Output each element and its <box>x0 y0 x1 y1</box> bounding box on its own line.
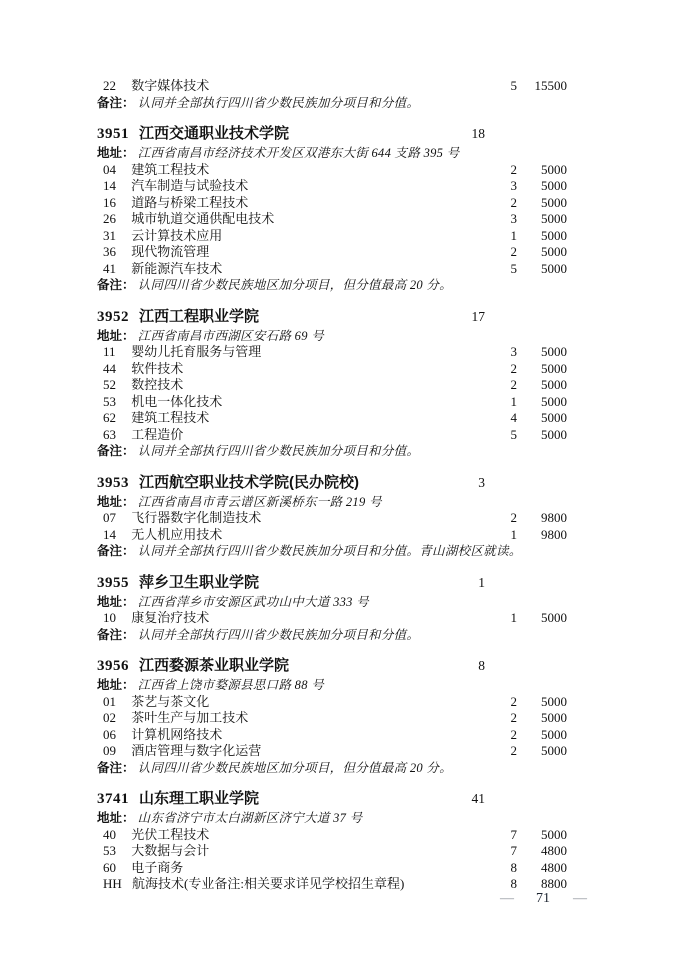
major-row <box>97 78 567 95</box>
major-name: 无人机应用技术 <box>131 526 223 542</box>
college-address-row <box>97 810 567 827</box>
major-row <box>97 743 567 760</box>
major-row <box>97 361 567 378</box>
college-total-plan-count: 3 <box>478 474 485 490</box>
major-tuition-fee: 5000 <box>541 710 567 725</box>
page-footer <box>500 891 586 907</box>
major-row-left <box>97 78 481 95</box>
major-row <box>97 410 567 427</box>
major-plan-count: 4 <box>510 410 517 425</box>
college-remark-row <box>97 627 567 644</box>
college-code: 3955 <box>97 574 129 591</box>
college-remark-row <box>97 95 567 112</box>
major-row <box>97 710 567 727</box>
address-label: 地址： <box>97 678 135 692</box>
major-name: 电子商务 <box>131 859 184 875</box>
major-plan-count: 8 <box>510 876 517 891</box>
major-plan-count: 5 <box>510 260 517 276</box>
major-plan-count: 8 <box>510 859 517 875</box>
major-name: 云计算技术应用 <box>131 227 223 243</box>
major-plan-count: 2 <box>510 194 517 210</box>
college-header-left <box>97 124 467 144</box>
college-remark-row <box>97 277 567 294</box>
major-code: 52 <box>103 377 116 392</box>
address-text: 江西省南昌市西湖区安石路 69 号 <box>137 328 324 343</box>
college-total-plan-count: 18 <box>471 126 485 141</box>
major-name: 现代物流管理 <box>131 244 210 259</box>
major-tuition-fee: 5000 <box>541 410 567 425</box>
major-name: 道路与桥梁工程技术 <box>131 194 249 210</box>
college-name: 山东理工职业学院 <box>139 790 260 807</box>
major-name: 建筑工程技术 <box>131 410 210 425</box>
major-tuition-fee: 4800 <box>541 859 567 875</box>
college-header-row <box>97 789 567 809</box>
remark-label: 备注： <box>97 760 135 775</box>
major-tuition-fee: 8800 <box>541 876 567 891</box>
major-row-left <box>97 178 481 195</box>
major-name: 建筑工程技术 <box>131 161 210 177</box>
major-tuition-fee: 9800 <box>541 510 567 525</box>
college-header-left <box>97 789 467 809</box>
college-code: 3951 <box>97 126 129 142</box>
major-row-left <box>97 727 481 744</box>
major-row-left <box>97 827 481 844</box>
major-plan-count: 1 <box>510 393 517 409</box>
admissions-plan-list <box>97 78 567 893</box>
major-tuition-fee: 5000 <box>541 227 567 243</box>
college-section <box>97 124 567 294</box>
college-address-row <box>97 594 567 611</box>
major-row-left <box>97 410 481 427</box>
majors-list <box>97 344 567 443</box>
college-address-row <box>97 328 567 345</box>
college-address-row <box>97 494 567 511</box>
major-row <box>97 610 567 627</box>
major-code: 22 <box>103 78 116 93</box>
major-code: 16 <box>103 194 116 210</box>
address-label: 地址： <box>97 494 135 509</box>
major-plan-count: 3 <box>510 344 517 359</box>
major-code: 36 <box>103 244 116 259</box>
major-plan-count: 1 <box>510 227 517 243</box>
major-row <box>97 727 567 744</box>
major-tuition-fee: 5000 <box>541 610 567 625</box>
address-text: 江西省南昌市青云谱区新溪桥东一路 219 号 <box>137 494 382 509</box>
college-name: 江西婺源茶业职业学院 <box>139 657 290 674</box>
major-name: 机电一体化技术 <box>131 393 223 409</box>
remark-text: 认同四川省少数民族地区加分项目，但分值最高 20 分。 <box>137 760 452 775</box>
major-name: 航海技术(专业备注:相关要求详见学校招生章程) <box>132 876 405 891</box>
major-name: 大数据与会计 <box>131 843 210 858</box>
college-section <box>97 656 567 776</box>
major-tuition-fee: 5000 <box>541 360 567 376</box>
major-name: 数控技术 <box>131 377 184 392</box>
major-row <box>97 261 567 278</box>
college-section <box>97 473 567 560</box>
address-label: 地址： <box>97 146 135 160</box>
major-row <box>97 860 567 877</box>
college-total-plan-count: 8 <box>478 658 485 673</box>
college-header-left <box>97 473 467 493</box>
major-tuition-fee: 5000 <box>541 826 567 842</box>
major-code: 31 <box>103 227 116 243</box>
major-code: 06 <box>103 726 116 742</box>
major-code: 09 <box>103 743 116 758</box>
major-tuition-fee: 5000 <box>541 426 567 442</box>
major-row-left <box>97 710 481 727</box>
major-row <box>97 178 567 195</box>
major-tuition-fee: 5000 <box>541 161 567 177</box>
major-plan-count: 2 <box>510 693 517 709</box>
major-row-left <box>97 195 481 212</box>
major-tuition-fee: 5000 <box>541 194 567 210</box>
major-row <box>97 394 567 411</box>
major-code: 63 <box>103 426 116 442</box>
major-plan-count: 2 <box>510 377 517 392</box>
major-row-left <box>97 211 481 228</box>
major-row <box>97 244 567 261</box>
major-name: 软件技术 <box>131 360 184 376</box>
major-code: 60 <box>103 859 116 875</box>
college-remark-row <box>97 443 567 460</box>
remark-label: 备注： <box>97 278 135 292</box>
college-code: 3956 <box>97 658 129 674</box>
college-header-row <box>97 473 567 493</box>
college-header-row <box>97 307 567 327</box>
major-row <box>97 195 567 212</box>
major-row-left <box>97 344 481 361</box>
major-row-left <box>97 527 481 544</box>
major-code: 53 <box>103 843 116 858</box>
major-row <box>97 843 567 860</box>
major-name: 工程造价 <box>131 426 184 442</box>
major-tuition-fee: 5000 <box>541 693 567 709</box>
college-code: 3953 <box>97 474 129 491</box>
major-code: 07 <box>103 510 116 525</box>
remark-label: 备注： <box>97 627 135 642</box>
major-code: 62 <box>103 410 116 425</box>
major-code: HH <box>103 876 122 891</box>
major-name: 康复治疗技术 <box>131 610 210 625</box>
major-code: 14 <box>103 526 116 542</box>
major-plan-count: 1 <box>510 610 517 625</box>
college-header-row <box>97 124 567 144</box>
majors-list <box>97 78 567 95</box>
major-tuition-fee: 9800 <box>541 526 567 542</box>
majors-list <box>97 610 567 627</box>
major-tuition-fee: 5000 <box>541 726 567 742</box>
major-plan-count: 7 <box>510 843 517 858</box>
major-row-left <box>97 510 481 527</box>
major-plan-count: 2 <box>510 161 517 177</box>
major-code: 41 <box>103 260 116 276</box>
major-code: 04 <box>103 161 116 177</box>
college-name: 江西航空职业技术学院(民办院校) <box>139 473 359 491</box>
remark-label: 备注： <box>97 95 135 110</box>
major-plan-count: 2 <box>510 510 517 525</box>
major-name: 新能源汽车技术 <box>131 260 223 276</box>
college-name: 江西工程职业学院 <box>139 307 260 325</box>
major-row-left <box>97 244 481 261</box>
major-row-left <box>97 361 481 378</box>
major-code: 53 <box>103 393 116 409</box>
college-header-row <box>97 573 567 593</box>
major-code: 11 <box>103 344 116 359</box>
college-section <box>97 307 567 460</box>
address-label: 地址： <box>97 811 135 825</box>
major-row-left <box>97 860 481 877</box>
page-footer-dash-left: — <box>500 891 513 906</box>
remark-text: 认同并全部执行四川省少数民族加分项目和分值。青山湖校区就读。 <box>137 544 522 558</box>
major-row-left <box>97 394 481 411</box>
major-row-left <box>97 261 481 278</box>
college-section <box>97 789 567 893</box>
college-total-plan-count: 17 <box>471 308 485 324</box>
address-text: 江西省南昌市经济技术开发区双港东大街 644 支路 395 号 <box>137 146 460 160</box>
major-plan-count: 7 <box>510 826 517 842</box>
major-row <box>97 510 567 527</box>
major-row-left <box>97 377 481 394</box>
major-plan-count: 2 <box>510 244 517 259</box>
major-name: 汽车制造与试验技术 <box>131 178 249 193</box>
major-code: 40 <box>103 826 116 842</box>
address-label: 地址： <box>97 594 135 609</box>
address-text: 山东省济宁市太白湖新区济宁大道 37 号 <box>137 811 363 825</box>
major-plan-count: 1 <box>510 526 517 542</box>
address-label: 地址： <box>97 328 135 343</box>
major-row-left <box>97 743 481 760</box>
major-name: 计算机网络技术 <box>131 726 223 742</box>
major-row <box>97 211 567 228</box>
college-address-row <box>97 677 567 694</box>
major-code: 10 <box>103 610 116 625</box>
major-row <box>97 694 567 711</box>
address-text: 江西省萍乡市安源区武功山中大道 333 号 <box>137 594 369 609</box>
college-address-row <box>97 145 567 162</box>
college-code: 3952 <box>97 308 129 325</box>
address-text: 江西省上饶市婺源县思口路 88 号 <box>137 678 324 692</box>
college-remark-row <box>97 543 567 560</box>
major-plan-count: 2 <box>510 726 517 742</box>
college-code: 3741 <box>97 791 129 807</box>
major-name: 数字媒体技术 <box>131 78 210 93</box>
remark-text: 认同并全部执行四川省少数民族加分项目和分值。 <box>137 444 420 458</box>
majors-list <box>97 694 567 760</box>
major-row-left <box>97 694 481 711</box>
college-header-left <box>97 656 467 676</box>
college-name: 江西交通职业技术学院 <box>139 125 290 142</box>
major-name: 光伏工程技术 <box>131 826 210 842</box>
remark-text: 认同并全部执行四川省少数民族加分项目和分值。 <box>137 95 420 110</box>
majors-list <box>97 162 567 278</box>
major-row <box>97 162 567 179</box>
major-row-left <box>97 876 481 893</box>
major-plan-count: 2 <box>510 360 517 376</box>
major-plan-count: 2 <box>510 743 517 758</box>
college-section <box>97 573 567 644</box>
major-code: 26 <box>103 211 116 226</box>
major-row <box>97 377 567 394</box>
college-remark-row <box>97 760 567 777</box>
college-section <box>97 78 567 111</box>
major-code: 01 <box>103 693 116 709</box>
major-tuition-fee: 5000 <box>541 244 567 259</box>
major-name: 茶艺与茶文化 <box>131 693 210 709</box>
remark-text: 认同四川省少数民族地区加分项目，但分值最高 20 分。 <box>137 278 452 292</box>
major-row-left <box>97 843 481 860</box>
college-total-plan-count: 41 <box>471 791 485 806</box>
major-tuition-fee: 15500 <box>534 78 567 93</box>
major-plan-count: 3 <box>510 211 517 226</box>
majors-list <box>97 510 567 543</box>
major-name: 城市轨道交通供配电技术 <box>131 211 275 226</box>
remark-label: 备注： <box>97 544 135 558</box>
major-row-left <box>97 610 481 627</box>
major-code: 02 <box>103 710 116 725</box>
majors-list <box>97 827 567 893</box>
page-footer-dash-right: — <box>573 891 586 906</box>
page-number: 71 <box>536 891 550 906</box>
college-header-row <box>97 656 567 676</box>
major-name: 酒店管理与数字化运营 <box>131 743 262 758</box>
major-row-left <box>97 162 481 179</box>
major-plan-count: 2 <box>510 710 517 725</box>
major-tuition-fee: 5000 <box>541 178 567 193</box>
college-total-plan-count: 1 <box>478 574 485 590</box>
major-code: 14 <box>103 178 116 193</box>
major-row-left <box>97 427 481 444</box>
major-row-left <box>97 228 481 245</box>
major-tuition-fee: 5000 <box>541 211 567 226</box>
college-name: 萍乡卫生职业学院 <box>139 573 260 591</box>
major-tuition-fee: 5000 <box>541 393 567 409</box>
major-tuition-fee: 4800 <box>541 843 567 858</box>
major-tuition-fee: 5000 <box>541 743 567 758</box>
major-name: 婴幼儿托育服务与管理 <box>131 344 262 359</box>
major-plan-count: 5 <box>510 78 517 93</box>
college-header-left <box>97 573 467 593</box>
major-row <box>97 527 567 544</box>
major-row <box>97 827 567 844</box>
major-row <box>97 876 567 893</box>
remark-label: 备注： <box>97 444 135 458</box>
major-name: 飞行器数字化制造技术 <box>131 510 262 525</box>
remark-text: 认同并全部执行四川省少数民族加分项目和分值。 <box>137 627 420 642</box>
major-row <box>97 344 567 361</box>
major-tuition-fee: 5000 <box>541 377 567 392</box>
major-plan-count: 3 <box>510 178 517 193</box>
major-tuition-fee: 5000 <box>541 260 567 276</box>
major-tuition-fee: 5000 <box>541 344 567 359</box>
major-row <box>97 228 567 245</box>
major-plan-count: 5 <box>510 426 517 442</box>
major-name: 茶叶生产与加工技术 <box>131 710 249 725</box>
college-header-left <box>97 307 467 327</box>
major-row <box>97 427 567 444</box>
major-code: 44 <box>103 360 116 376</box>
